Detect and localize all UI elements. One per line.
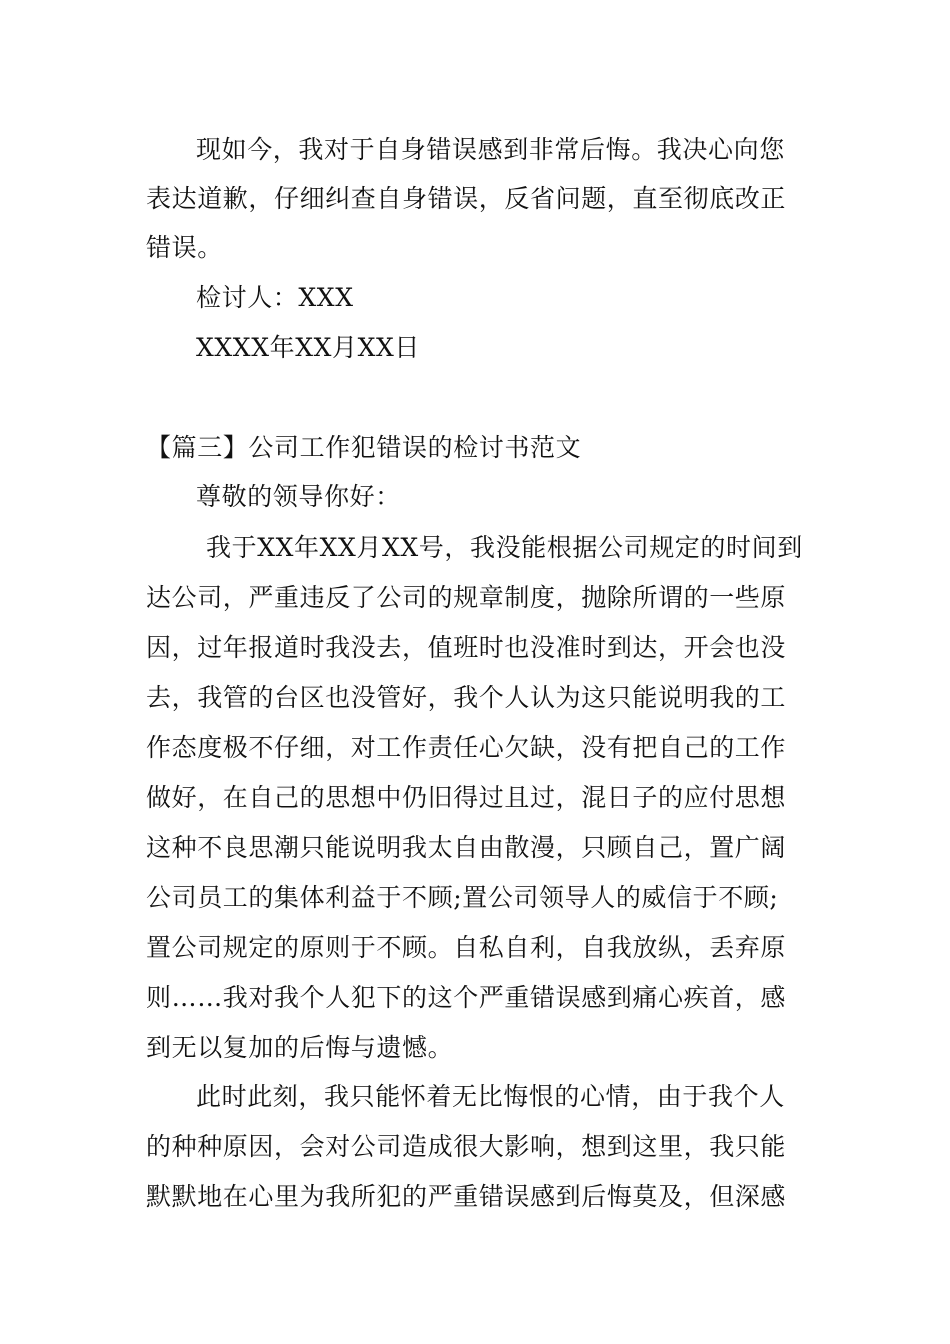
paragraph-line: 作态度极不仔细，对工作责任心欠缺，没有把自己的工作 bbox=[146, 733, 787, 762]
paragraph-line: 做好，在自己的思想中仍旧得过且过，混日子的应付思想 bbox=[146, 783, 787, 812]
paragraph-line: 的种种原因，会对公司造成很大影响，想到这里，我只能 bbox=[146, 1132, 787, 1161]
paragraph-line: 此时此刻，我只能怀着无比悔恨的心情，由于我个人 bbox=[196, 1082, 785, 1111]
signature-line: 检讨人：XXX bbox=[196, 283, 354, 312]
paragraph-line: 置公司规定的原则于不顾。自私自利，自我放纵，丢弃原 bbox=[146, 933, 787, 962]
salutation-line: 尊敬的领导你好： bbox=[196, 482, 401, 511]
paragraph-line: 公司员工的集体利益于不顾;置公司领导人的威信于不顾; bbox=[146, 883, 779, 912]
paragraph-line: 错误。 bbox=[146, 233, 223, 262]
paragraph-line: 达公司，严重违反了公司的规章制度，抛除所谓的一些原 bbox=[146, 583, 787, 612]
paragraph-line: 默默地在心里为我所犯的严重错误感到后悔莫及，但深感 bbox=[146, 1182, 787, 1211]
section-heading: 【篇三】公司工作犯错误的检讨书范文 bbox=[146, 433, 582, 462]
paragraph-line: 因，过年报道时我没去，值班时也没准时到达，开会也没 bbox=[146, 633, 787, 662]
paragraph-line: 这种不良思潮只能说明我太自由散漫，只顾自己，置广阔 bbox=[146, 833, 787, 862]
paragraph-line: 现如今，我对于自身错误感到非常后悔。我决心向您 bbox=[196, 135, 785, 164]
paragraph-line: 到无以复加的后悔与遗憾。 bbox=[146, 1033, 454, 1062]
paragraph-line: 我于XX年XX月XX号，我没能根据公司规定的时间到 bbox=[206, 533, 803, 562]
date-line: XXXX年XX月XX日 bbox=[196, 333, 420, 362]
paragraph-line: 则……我对我个人犯下的这个严重错误感到痛心疾首，感 bbox=[146, 983, 787, 1012]
paragraph-line: 表达道歉，仔细纠查自身错误，反省问题，直至彻底改正 bbox=[146, 184, 787, 213]
paragraph-line: 去，我管的台区也没管好，我个人认为这只能说明我的工 bbox=[146, 683, 787, 712]
